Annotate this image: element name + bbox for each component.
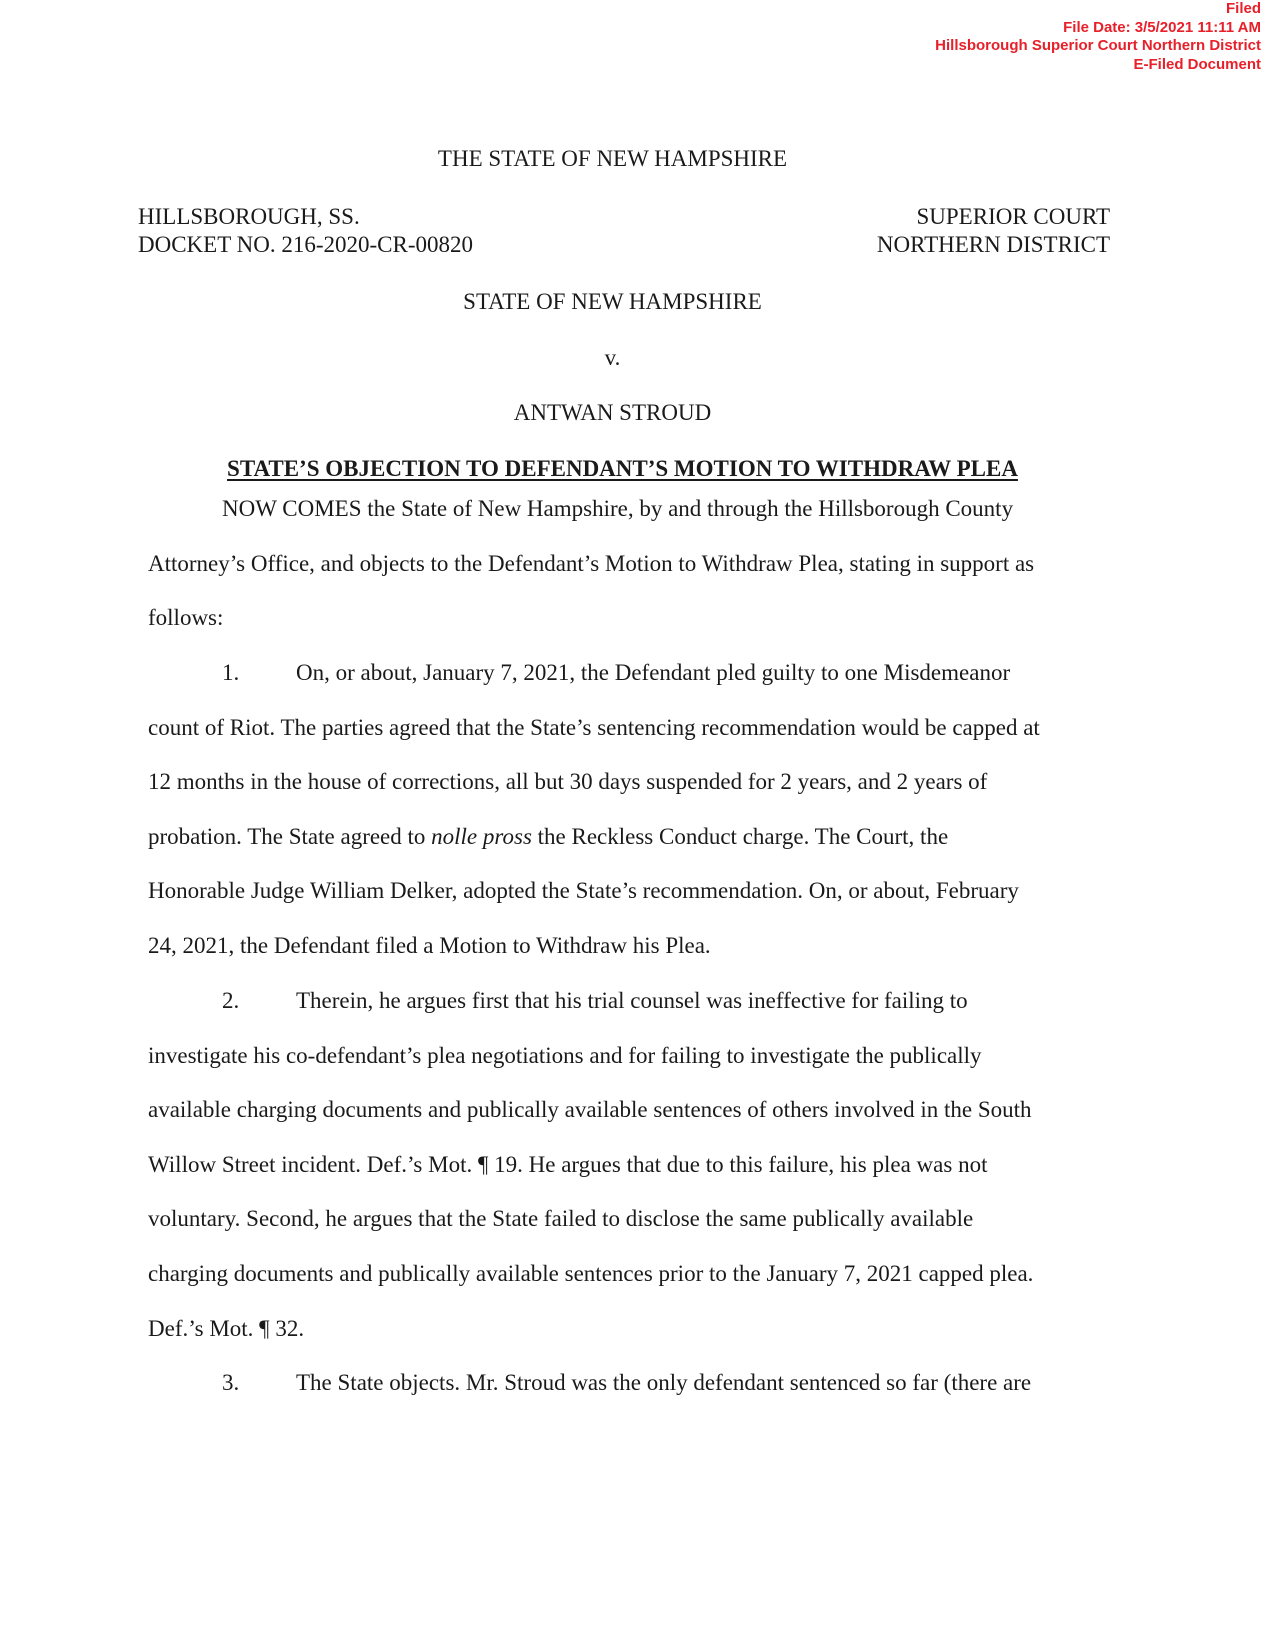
state-title: THE STATE OF NEW HAMPSHIRE	[437, 146, 788, 171]
stamp-file-date: File Date: 3/5/2021 11:11 AM	[1063, 18, 1261, 36]
stamp-filed: Filed	[1225, 0, 1261, 17]
court-district: NORTHERN DISTRICT	[876, 232, 1110, 257]
caption-right	[877, 203, 1110, 259]
para2-number: 2.	[222, 988, 240, 1013]
para1-line-4	[148, 824, 948, 850]
para1-line-2: count of Riot. The parties agreed that the State’s sentencing recommendation would be capped at	[148, 715, 1040, 740]
docket-number: DOCKET NO. 216-2020-CR-00820	[138, 232, 473, 257]
para1-line-4-italic: nolle pross	[431, 824, 532, 849]
para1-line-3: 12 months in the house of corrections, all but 30 days suspended for 2 years, and 2 years of	[148, 769, 988, 794]
intro-line-2: Attorney’s Office, and objects to the Defendant’s Motion to Withdraw Plea, stating in support as	[148, 551, 1035, 576]
para2-line-5: voluntary. Second, he argues that the State failed to disclose the same publically available	[148, 1206, 974, 1231]
intro-line-3: follows:	[148, 605, 224, 630]
para3-line-1: The State objects. Mr. Stroud was the only defendant sentenced so far (there are	[296, 1370, 1032, 1395]
versus: v.	[604, 345, 621, 370]
plaintiff: STATE OF NEW HAMPSHIRE	[463, 289, 762, 314]
para2-line-1: Therein, he argues first that his trial counsel was ineffective for failing to	[296, 988, 968, 1013]
para1-line-5: Honorable Judge William Delker, adopted the State’s recommendation. On, or about, February	[148, 878, 1019, 903]
document-title: STATE’S OBJECTION TO DEFENDANT’S MOTION TO WITHDRAW PLEA	[227, 456, 1018, 481]
para1-number: 1.	[222, 660, 240, 685]
caption-left	[138, 203, 473, 259]
para2-line-2: investigate his co-defendant’s plea negotiations and for failing to investigate the publically	[148, 1043, 982, 1068]
stamp-efiled: E-Filed Document	[1133, 55, 1261, 73]
defendant: ANTWAN STROUD	[513, 400, 712, 425]
para2-line-3: available charging documents and publically available sentences of others involved in the South	[148, 1097, 1032, 1122]
court-name: SUPERIOR COURT	[916, 204, 1110, 229]
county: HILLSBOROUGH, SS.	[138, 204, 360, 229]
intro-line-1: NOW COMES the State of New Hampshire, by and through the Hillsborough County	[222, 496, 1014, 521]
stamp-court: Hillsborough Superior Court Northern District	[935, 37, 1261, 54]
para2-line-4: Willow Street incident. Def.’s Mot. ¶ 19. He argues that due to this failure, his plea was not	[148, 1152, 988, 1177]
para1-line-1: On, or about, January 7, 2021, the Defendant pled guilty to one Misdemeanor	[296, 660, 1011, 685]
para1-line-4-pre: probation. The State agreed to	[148, 824, 432, 849]
para2-line-6: charging documents and publically available sentences prior to the January 7, 2021 capped plea.	[148, 1261, 1034, 1286]
para1-line-6: 24, 2021, the Defendant filed a Motion to Withdraw his Plea.	[148, 933, 711, 958]
para2-line-7: Def.’s Mot. ¶ 32.	[148, 1316, 305, 1341]
para1-line-4-post: the Reckless Conduct charge. The Court, the	[531, 824, 949, 849]
para3-number: 3.	[222, 1370, 240, 1395]
